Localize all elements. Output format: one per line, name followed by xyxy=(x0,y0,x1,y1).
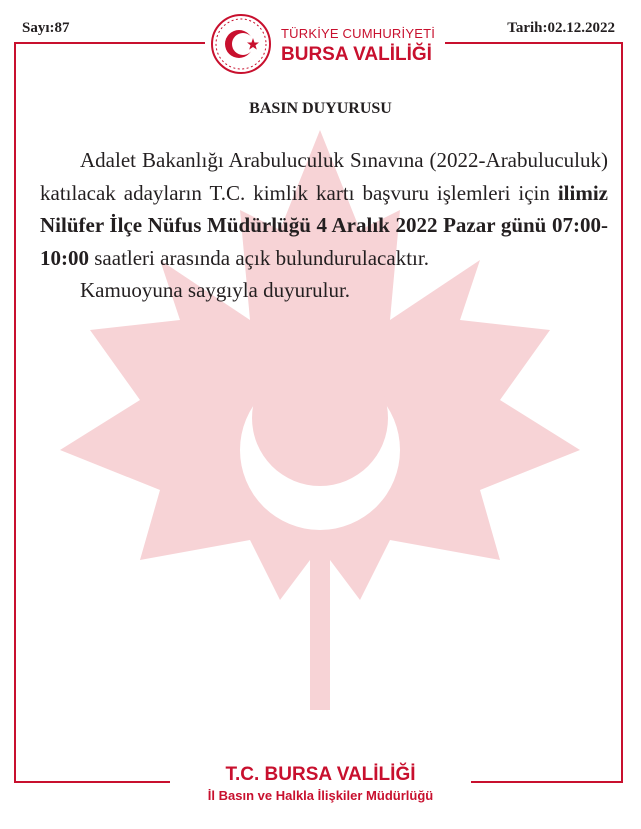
paragraph-1-intro: Adalet Bakanlığı Arabuluculuk Sınavına (2022-Arabuluculuk) katılacak adayların T.C. kimlik kartı başvuru işlemleri için xyxy=(40,148,608,205)
body-text xyxy=(40,144,608,307)
brand-line1: TÜRKİYE CUMHURİYETİ xyxy=(281,26,436,41)
paragraph-1-outro: saatleri arasında açık bulundurulacaktır. xyxy=(89,245,429,270)
paragraph-2: Kamuoyuna saygıyla duyurulur. xyxy=(80,278,351,302)
page-title: BASIN DUYURUSU xyxy=(249,100,392,117)
crescent-star-emblem-icon xyxy=(209,12,273,76)
footer-subtitle: İl Basın ve Halkla İlişkiler Müdürlüğü xyxy=(207,788,434,803)
paragraph-1 xyxy=(40,144,608,274)
document-date: Tarih:02.12.2022 xyxy=(507,20,615,36)
document-number: Sayı:87 xyxy=(22,20,70,36)
brand-line2: BURSA VALİLİĞİ xyxy=(281,44,432,65)
footer xyxy=(170,758,471,818)
header-logo xyxy=(205,12,445,76)
footer-title: T.C. BURSA VALİLİĞİ xyxy=(225,764,416,785)
paragraph-1-emphasis: ilimiz Nilüfer İlçe Nüfus Müdürlüğü 4 Aralık 2022 Pazar günü 07:00-10:00 xyxy=(40,180,608,270)
